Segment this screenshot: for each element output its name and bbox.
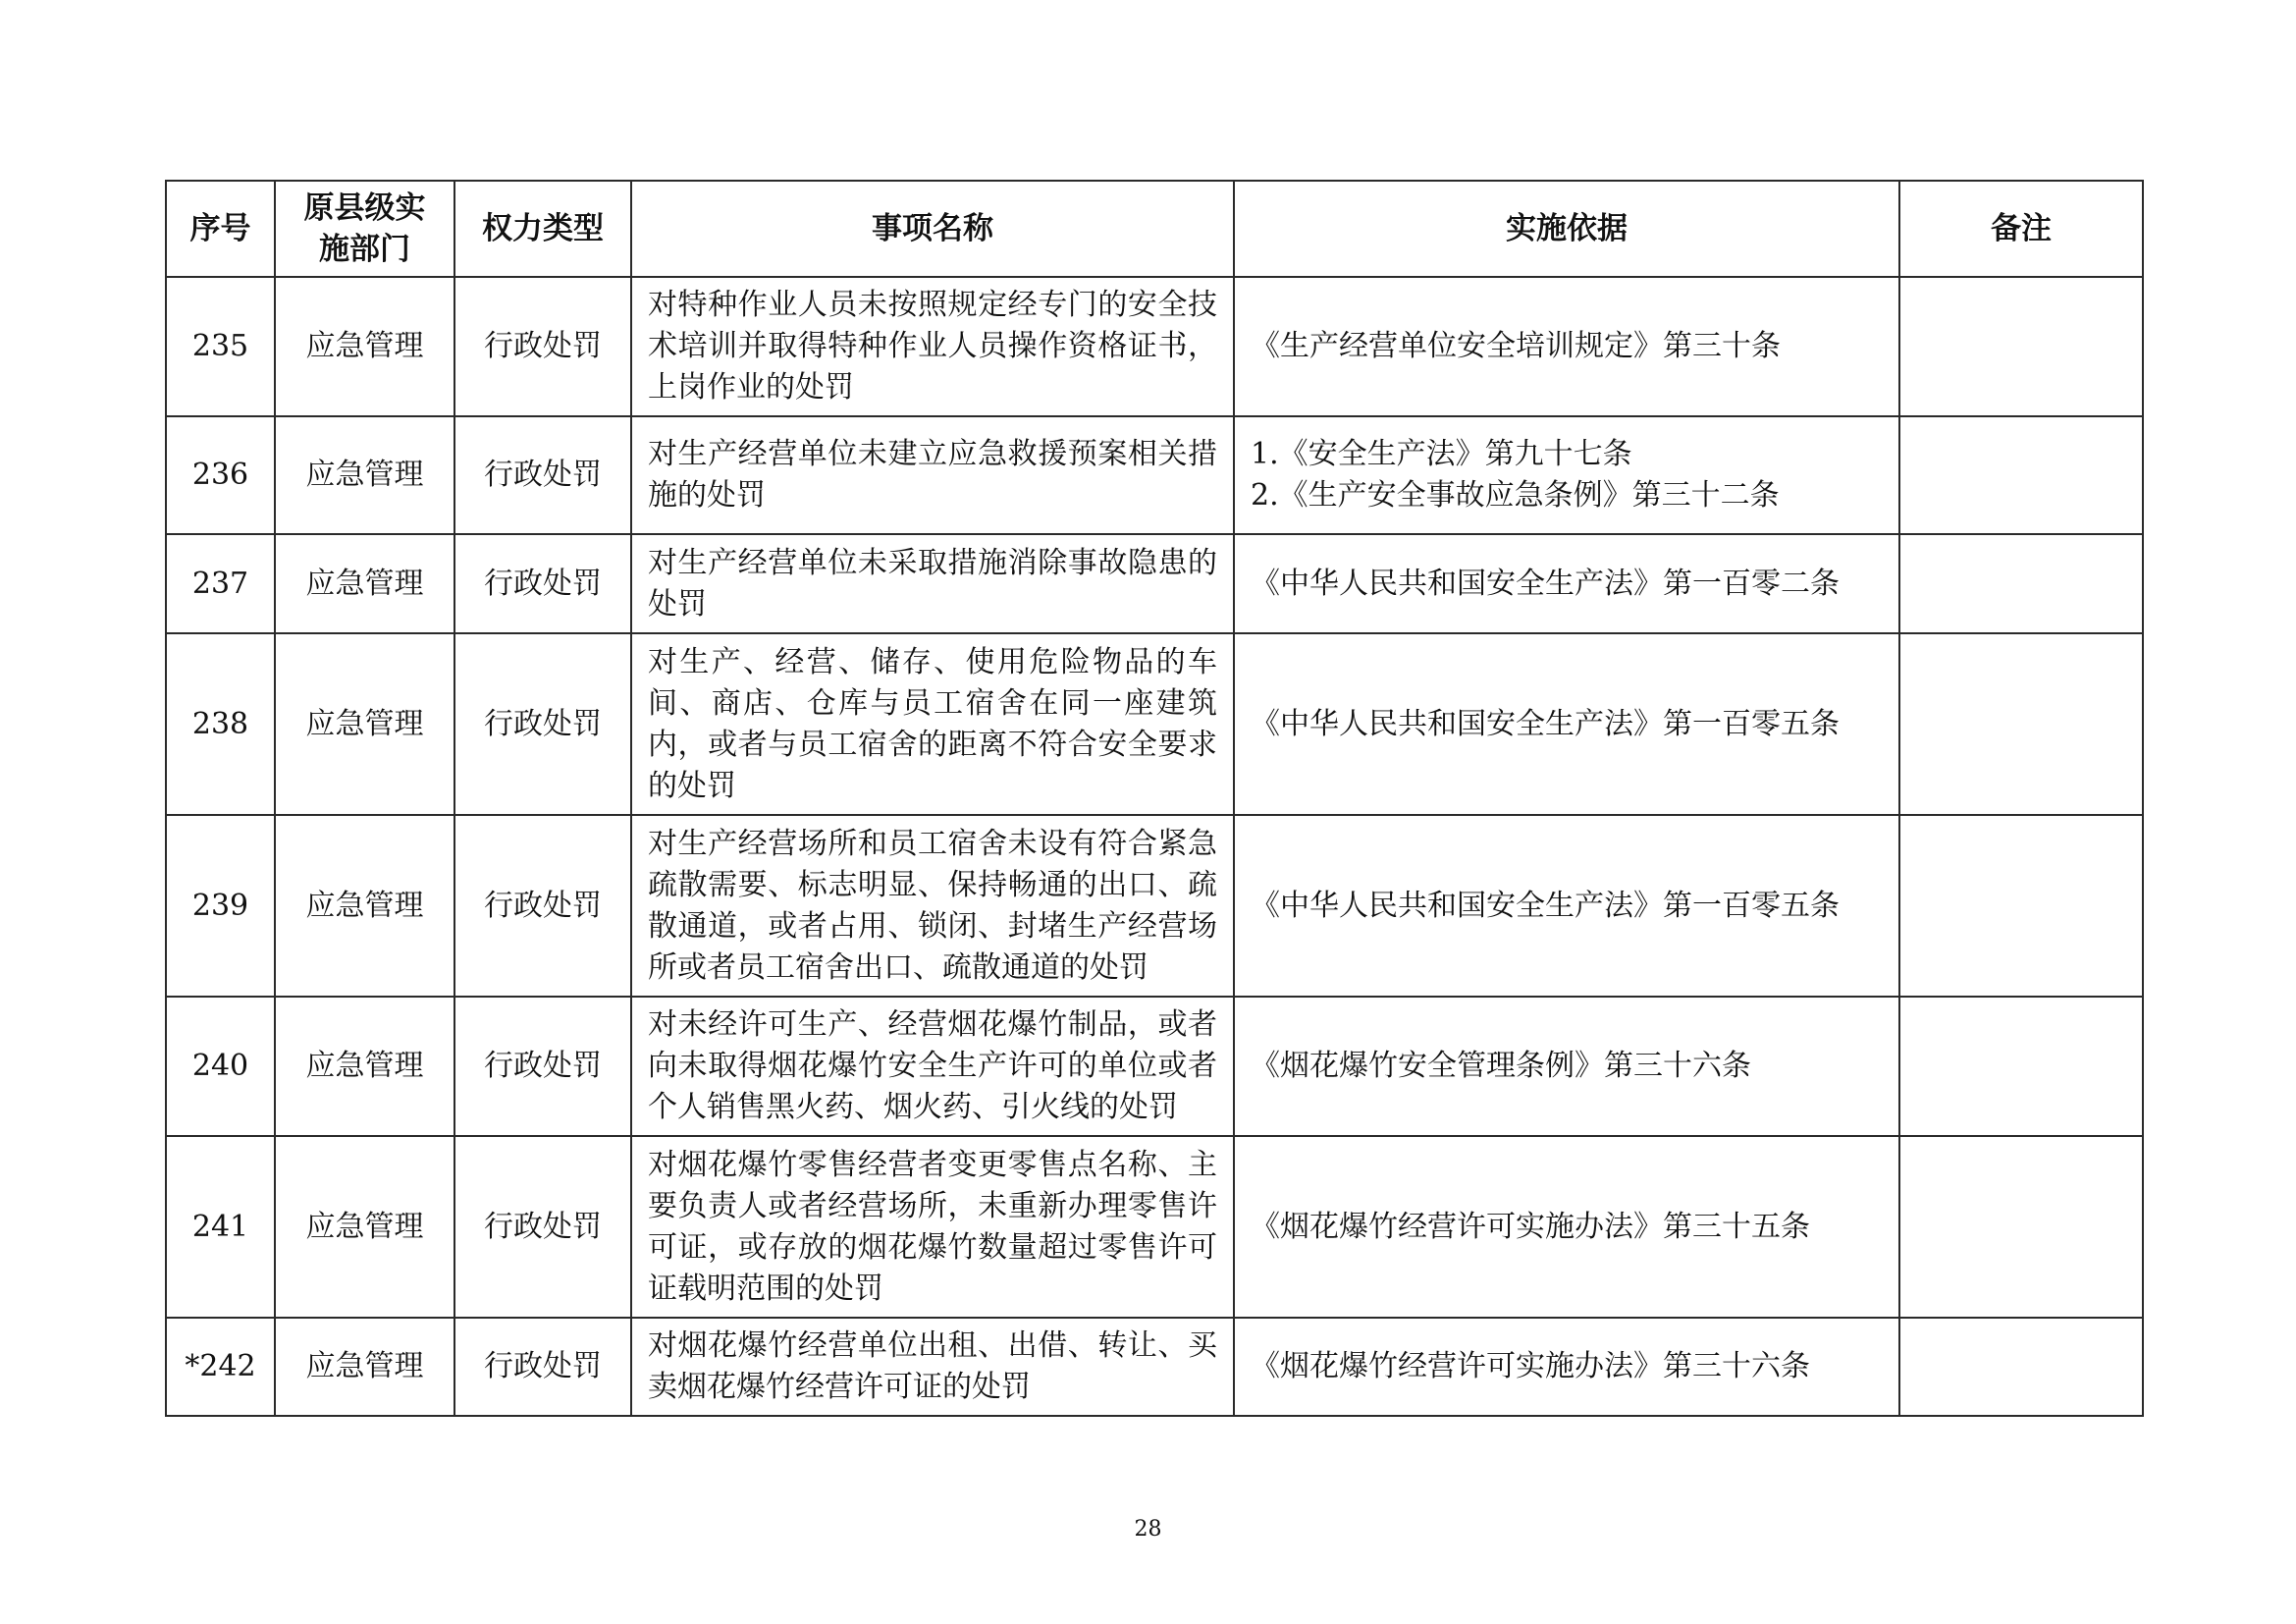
cell-basis	[1234, 997, 1899, 1136]
cell-item: 对未经许可生产、经营烟花爆竹制品，或者向未取得烟花爆竹安全生产许可的单位或者个人销售黑火药、烟火药、引火线的处罚	[631, 997, 1234, 1136]
basis-line: 2.《生产安全事故应急条例》第三十二条	[1251, 478, 1780, 513]
cell-item: 对生产经营单位未采取措施消除事故隐患的处罚	[631, 534, 1234, 633]
table-row	[166, 997, 2143, 1136]
table-row	[166, 534, 2143, 633]
cell-basis	[1234, 1318, 1899, 1416]
cell-dept: 应急管理	[275, 277, 454, 416]
table-row	[166, 277, 2143, 416]
cell-no: 236	[166, 416, 275, 534]
cell-remark	[1899, 1136, 2143, 1318]
cell-basis	[1234, 277, 1899, 416]
cell-item: 对生产、经营、储存、使用危险物品的车间、商店、仓库与员工宿舍在同一座建筑内，或者与员工宿舍的距离不符合安全要求的处罚	[631, 633, 1234, 815]
header-remark: 备注	[1899, 181, 2143, 277]
table-row	[166, 1318, 2143, 1416]
cell-remark	[1899, 633, 2143, 815]
basis-line: 《烟花爆竹经营许可实施办法》第三十五条	[1251, 1209, 1810, 1244]
cell-basis	[1234, 416, 1899, 534]
basis-line: 《烟花爆竹安全管理条例》第三十六条	[1251, 1049, 1751, 1083]
cell-item: 对烟花爆竹经营单位出租、出借、转让、买卖烟花爆竹经营许可证的处罚	[631, 1318, 1234, 1416]
cell-basis	[1234, 1136, 1899, 1318]
cell-remark	[1899, 1318, 2143, 1416]
basis-line: 《中华人民共和国安全生产法》第一百零二条	[1251, 566, 1840, 601]
header-basis: 实施依据	[1234, 181, 1899, 277]
cell-basis	[1234, 815, 1899, 997]
header-dept: 原县级实施部门	[275, 181, 454, 277]
cell-no: 238	[166, 633, 275, 815]
basis-line: 《烟花爆竹经营许可实施办法》第三十六条	[1251, 1349, 1810, 1383]
header-type: 权力类型	[454, 181, 631, 277]
page-number: 28	[1134, 1517, 1162, 1542]
cell-dept: 应急管理	[275, 633, 454, 815]
cell-remark	[1899, 277, 2143, 416]
table-row	[166, 1136, 2143, 1318]
cell-no: 239	[166, 815, 275, 997]
cell-dept: 应急管理	[275, 416, 454, 534]
table-row	[166, 815, 2143, 997]
header-item: 事项名称	[631, 181, 1234, 277]
basis-line: 《中华人民共和国安全生产法》第一百零五条	[1251, 888, 1840, 923]
basis-line: 1.《安全生产法》第九十七条	[1251, 437, 1632, 471]
cell-dept: 应急管理	[275, 815, 454, 997]
table-row	[166, 633, 2143, 815]
cell-item: 对生产经营单位未建立应急救援预案相关措施的处罚	[631, 416, 1234, 534]
header-row	[166, 181, 2143, 277]
cell-no: 237	[166, 534, 275, 633]
basis-line: 《中华人民共和国安全生产法》第一百零五条	[1251, 706, 1840, 741]
cell-remark	[1899, 997, 2143, 1136]
cell-item: 对烟花爆竹零售经营者变更零售点名称、主要负责人或者经营场所，未重新办理零售许可证，或存放的烟花爆竹数量超过零售许可证载明范围的处罚	[631, 1136, 1234, 1318]
cell-dept: 应急管理	[275, 997, 454, 1136]
cell-dept: 应急管理	[275, 1136, 454, 1318]
power-list-table	[165, 180, 2144, 1417]
cell-remark	[1899, 815, 2143, 997]
header-no: 序号	[166, 181, 275, 277]
cell-type: 行政处罚	[454, 1136, 631, 1318]
cell-type: 行政处罚	[454, 534, 631, 633]
cell-remark	[1899, 534, 2143, 633]
cell-type: 行政处罚	[454, 277, 631, 416]
cell-type: 行政处罚	[454, 416, 631, 534]
cell-type: 行政处罚	[454, 1318, 631, 1416]
cell-basis	[1234, 633, 1899, 815]
cell-item: 对生产经营场所和员工宿舍未设有符合紧急疏散需要、标志明显、保持畅通的出口、疏散通道，或者占用、锁闭、封堵生产经营场所或者员工宿舍出口、疏散通道的处罚	[631, 815, 1234, 997]
table-body	[166, 277, 2143, 1416]
cell-type: 行政处罚	[454, 815, 631, 997]
cell-remark	[1899, 416, 2143, 534]
basis-line: 《生产经营单位安全培训规定》第三十条	[1251, 329, 1781, 363]
table-row	[166, 416, 2143, 534]
cell-dept: 应急管理	[275, 534, 454, 633]
cell-basis	[1234, 534, 1899, 633]
cell-no: *242	[166, 1318, 275, 1416]
cell-item: 对特种作业人员未按照规定经专门的安全技术培训并取得特种作业人员操作资格证书，上岗作业的处罚	[631, 277, 1234, 416]
cell-dept: 应急管理	[275, 1318, 454, 1416]
table-header	[166, 181, 2143, 277]
cell-no: 241	[166, 1136, 275, 1318]
cell-no: 240	[166, 997, 275, 1136]
cell-no: 235	[166, 277, 275, 416]
cell-type: 行政处罚	[454, 997, 631, 1136]
cell-type: 行政处罚	[454, 633, 631, 815]
